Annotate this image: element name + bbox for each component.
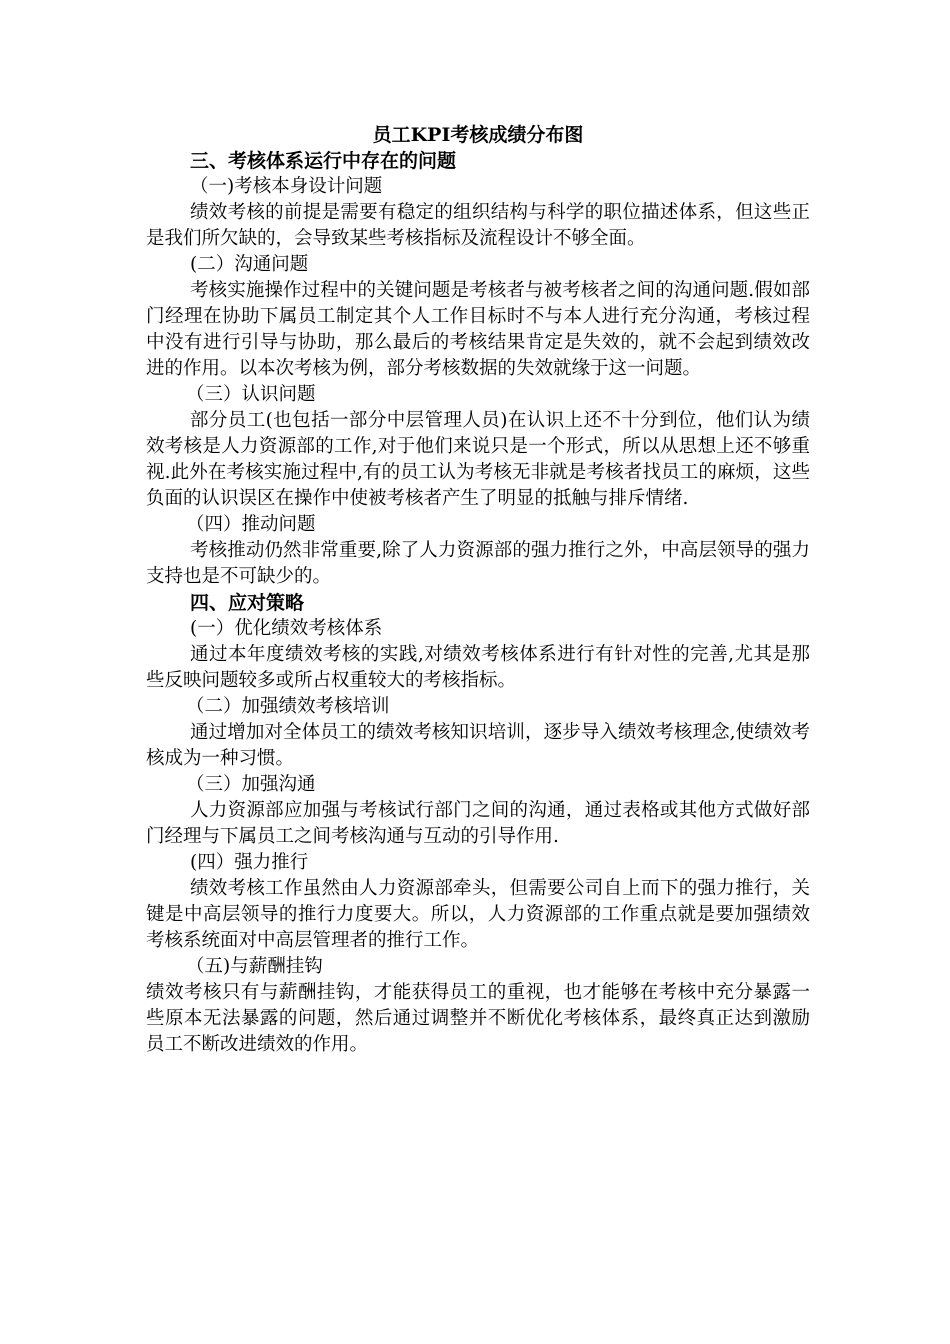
- section-3-item-2-title: (二）沟通问题: [190, 254, 309, 275]
- section-4-item-5-text: 绩效考核只有与薪酬挂钩，才能获得员工的重视，也才能够在考核中充分暴露一些原本无法暴露的问题，然后通过调整并不断优化考核体系，最终真正达到激励员工不断改进绩效的作用。: [146, 982, 810, 1055]
- section-4-item-4-title: (四）强力推行: [190, 852, 309, 873]
- section-4-item-3-text: 人力资源部应加强与考核试行部门之间的沟通，通过表格或其他方式做好部门经理与下属员工之间考核沟通与互动的引导作用.: [146, 800, 810, 847]
- section-3-item-4-text: 考核推动仍然非常重要,除了人力资源部的强力推行之外，中高层领导的强力支持也是不可缺少的。: [146, 540, 810, 587]
- section-4-item-5-title: （五)与薪酬挂钩: [186, 956, 323, 977]
- section-4-heading: 四、应对策略: [190, 592, 305, 614]
- section-3-item-1-title: （一)考核本身设计问题: [190, 176, 383, 197]
- section-4-item-2-title: （二）加强绩效考核培训: [186, 696, 390, 717]
- section-4-item-1-text: 通过本年度绩效考核的实践,对绩效考核体系进行有针对性的完善,尤其是那些反映问题较多或所占权重较大的考核指标。: [146, 644, 810, 691]
- section-3-heading: 三、考核体系运行中存在的问题: [190, 150, 457, 172]
- section-3-item-3-text: 部分员工(也包括一部分中层管理人员)在认识上还不十分到位，他们认为绩效考核是人力资源部的工作,对于他们来说只是一个形式，所以从思想上还不够重视.此外在考核实施过程中,有的员工认为考核无非就是考核者找员工的麻烦，这些负面的认识误区在操作中使被考核者产生了明显的抵触与排斥情绪.: [146, 410, 810, 509]
- section-3-item-4-title: （四）推动问题: [186, 514, 316, 535]
- section-4-item-3-title: （三）加强沟通: [186, 774, 316, 795]
- section-4-item-4-text: 绩效考核工作虽然由人力资源部牵头，但需要公司自上而下的强力推行，关键是中高层领导的推行力度要大。所以，人力资源部的工作重点就是要加强绩效考核系统面对中高层管理者的推行工作。: [146, 878, 810, 951]
- section-4-item-2-text: 通过增加对全体员工的绩效考核知识培训，逐步导入绩效考核理念,使绩效考核成为一种习惯。: [146, 722, 810, 769]
- document-title: 员工KPI考核成绩分布图: [372, 124, 584, 146]
- document-page: [146, 122, 810, 1058]
- section-4-item-1-title: (一）优化绩效考核体系: [190, 618, 383, 639]
- section-3-item-2-text: 考核实施操作过程中的关键问题是考核者与被考核者之间的沟通问题.假如部门经理在协助下属员工制定其个人工作目标时不与本人进行充分沟通，考核过程中没有进行引导与协助，那么最后的考核结果肯定是失效的，就不会起到绩效改进的作用。以本次考核为例，部分考核数据的失效就缘于这一问题。: [146, 280, 810, 379]
- section-3-item-1-text: 绩效考核的前提是需要有稳定的组织结构与科学的职位描述体系，但这些正是我们所欠缺的，会导致某些考核指标及流程设计不够全面。: [146, 202, 810, 249]
- section-3-item-3-title: （三）认识问题: [186, 384, 316, 405]
